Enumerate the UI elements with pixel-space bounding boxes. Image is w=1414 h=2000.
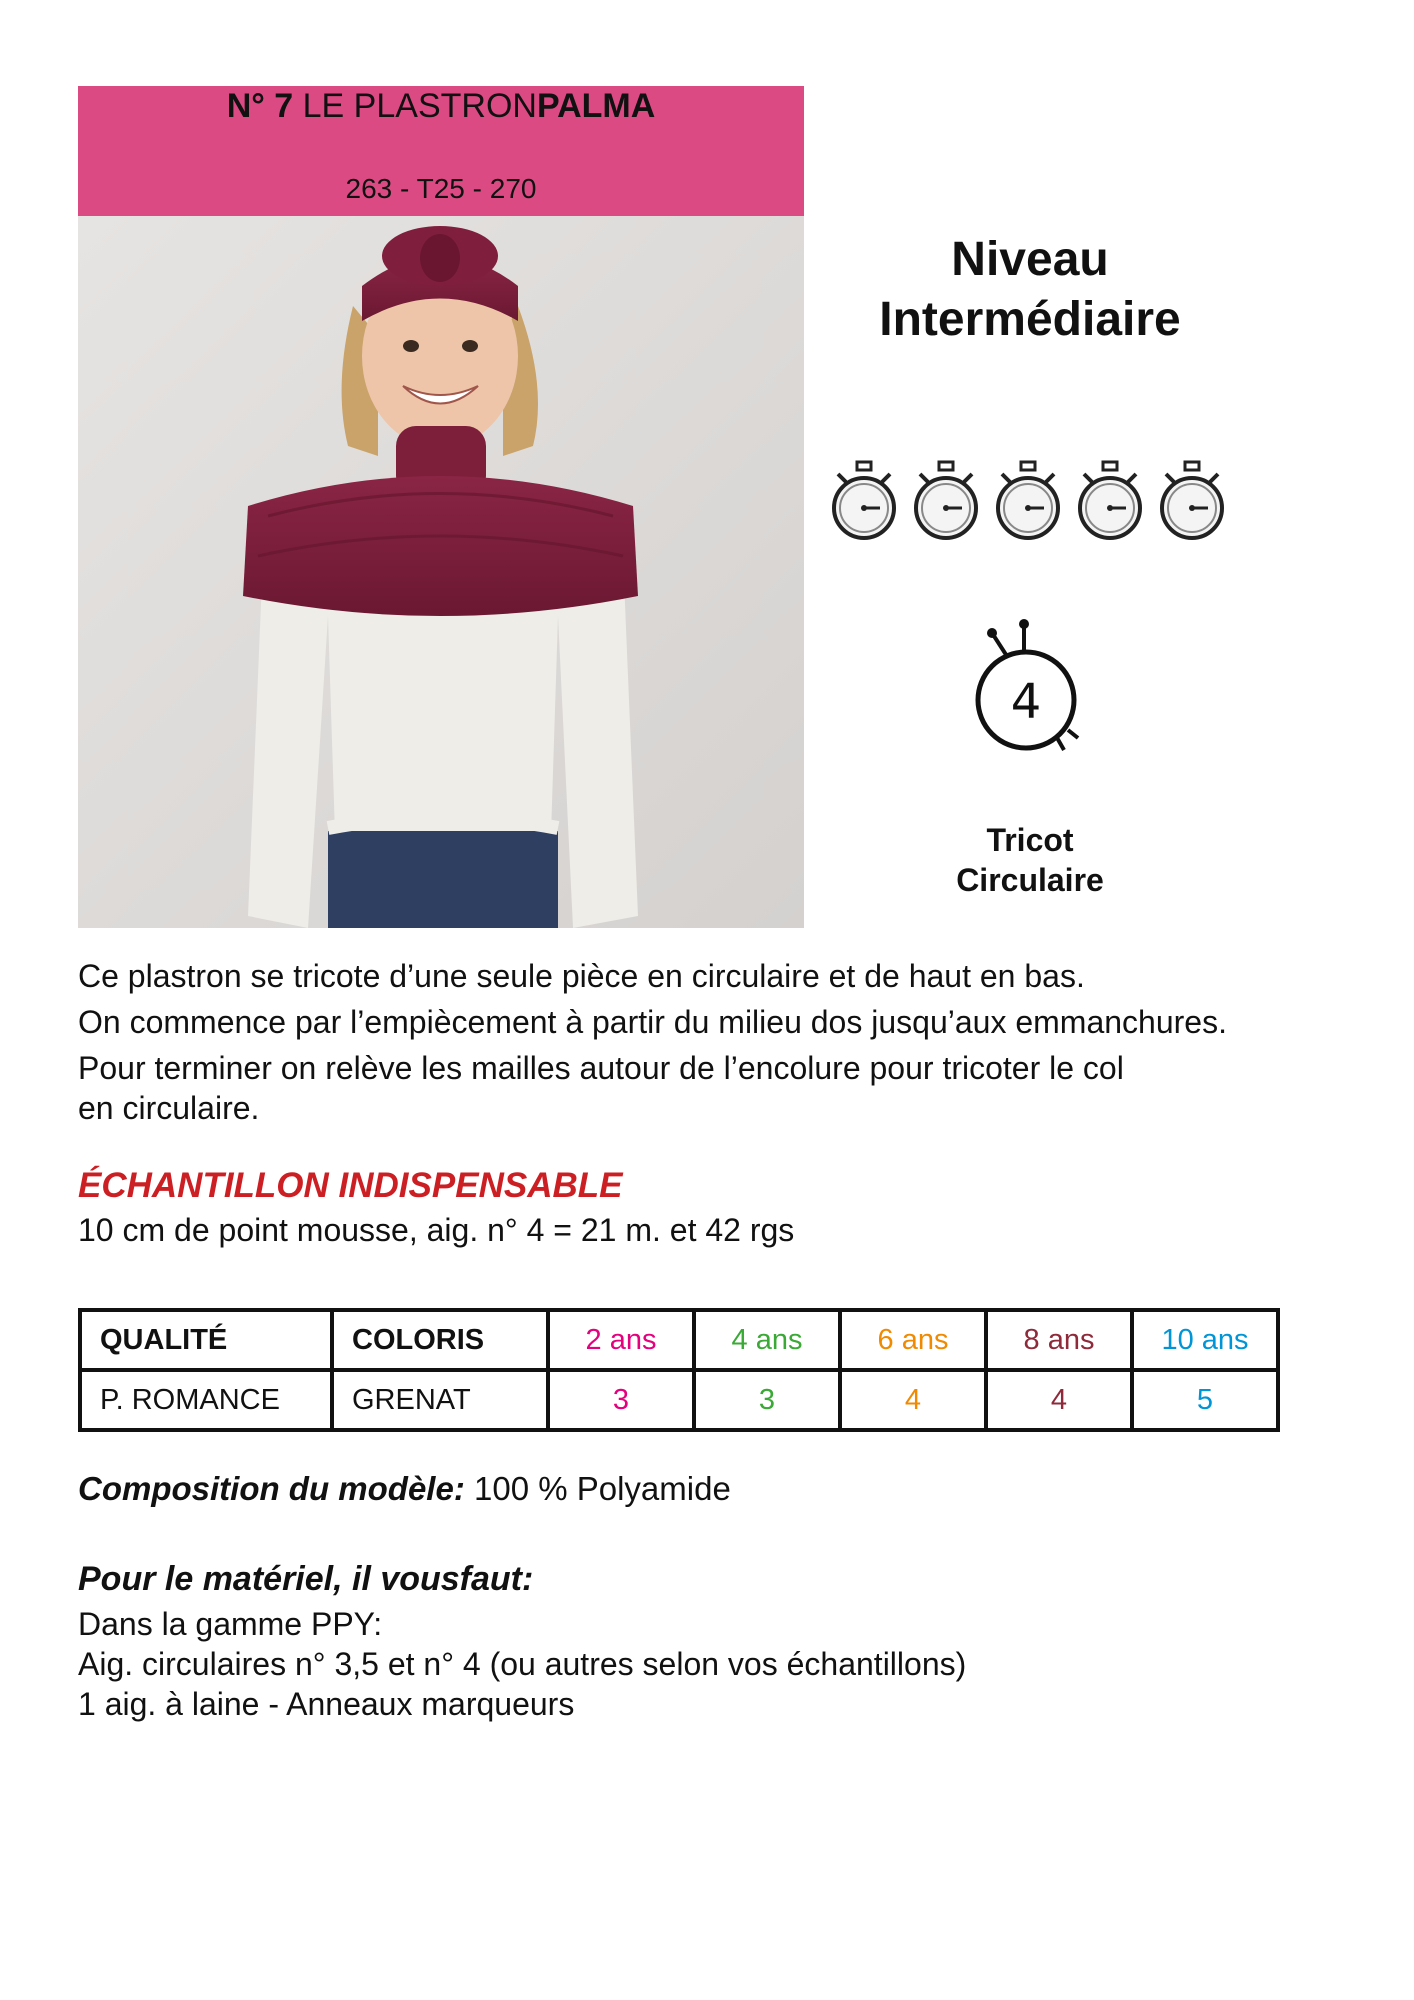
header-size: 6 ans [840, 1310, 986, 1370]
row-quantity: 4 [986, 1370, 1132, 1430]
pattern-title-bold: PALMA [536, 87, 656, 125]
materials-list [78, 1604, 966, 1724]
table-row [80, 1370, 1278, 1430]
technique-line1: Tricot [986, 822, 1074, 858]
technique-line2: Circulaire [956, 862, 1104, 898]
header-colors: COLORIS [332, 1310, 548, 1370]
stopwatch-icon [1158, 456, 1226, 544]
title-banner [78, 86, 804, 216]
intro-paragraph-2: On commence par l’empiècement à partir du milieu dos jusqu’aux emmanchures. [78, 1004, 1227, 1040]
header-size: 8 ans [986, 1310, 1132, 1370]
stopwatch-icon [1076, 456, 1144, 544]
stopwatch-icon [994, 456, 1062, 544]
row-quality: P. ROMANCE [80, 1370, 332, 1430]
stopwatch-icon [912, 456, 980, 544]
row-quantity: 3 [694, 1370, 840, 1430]
header-size: 4 ans [694, 1310, 840, 1370]
sample-text: 10 cm de point mousse, aig. n° 4 = 21 m. et 42 rgs [78, 1212, 795, 1248]
intro-paragraph-3b: en circulaire. [78, 1090, 260, 1126]
needle-size-value: 4 [1010, 674, 1042, 730]
row-color: GRENAT [332, 1370, 548, 1430]
materials-line: Dans la gamme PPY: [78, 1606, 383, 1642]
level-label: Niveau [951, 233, 1109, 286]
materials-line: Aig. circulaires n° 3,5 et n° 4 (ou autres selon vos échantillons) [78, 1646, 967, 1682]
header-quality: QUALITÉ [80, 1310, 332, 1370]
girl-wearing-knitted-plastron-and-headband-photo [78, 216, 804, 928]
intro-text [78, 956, 1378, 1128]
model-photo [78, 216, 804, 928]
yarn-table [78, 1308, 1280, 1432]
row-quantity: 5 [1132, 1370, 1278, 1430]
sample-title: ÉCHANTILLON INDISPENSABLE [78, 1166, 623, 1205]
header-size: 10 ans [1132, 1310, 1278, 1370]
intro-paragraph-3a: Pour terminer on relève les mailles autour de l’encolure pour tricoter le col [78, 1050, 1124, 1086]
stopwatch-icon [830, 456, 898, 544]
difficulty-timers [830, 456, 1230, 546]
row-quantity: 4 [840, 1370, 986, 1430]
level-value: Intermédiaire [879, 293, 1181, 346]
materials-line: 1 aig. à laine - Anneaux marqueurs [78, 1686, 575, 1722]
intro-paragraph-3 [78, 1048, 1378, 1128]
materials-title: Pour le matériel, il vousfaut: [78, 1560, 534, 1598]
composition-label: Composition du modèle: [78, 1470, 465, 1507]
composition [78, 1470, 731, 1508]
difficulty-level [820, 230, 1240, 350]
pattern-title-plain: LE PLASTRON [293, 87, 537, 125]
table-header-row [80, 1310, 1278, 1370]
knitting-needle-size-icon [968, 614, 1088, 754]
pattern-codes: 263 - T25 - 270 [345, 173, 537, 204]
technique [880, 820, 1180, 900]
composition-value: 100 % Polyamide [464, 1470, 731, 1507]
intro-paragraph-1: Ce plastron se tricote d’une seule pièce en circulaire et de haut en bas. [78, 958, 1085, 994]
pattern-number: N° 7 [226, 87, 294, 125]
header-size: 2 ans [548, 1310, 694, 1370]
pattern-title [78, 86, 804, 126]
row-quantity: 3 [548, 1370, 694, 1430]
